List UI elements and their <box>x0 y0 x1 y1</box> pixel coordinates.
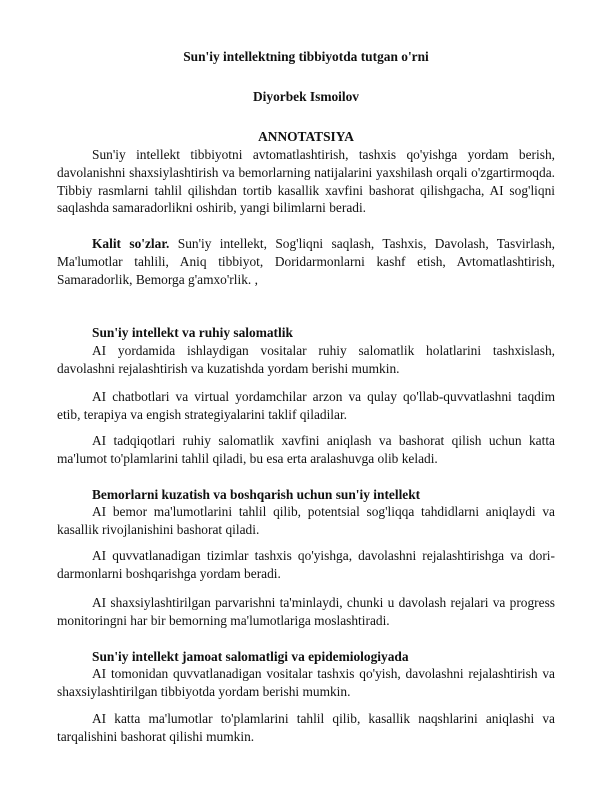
section-paragraph: AI bemor ma'lumotlarini tahlil qilib, potentsial sog'liqqa tahdidlarni aniqlaydi va kasallik rivojlanishini bashorat qiladi. <box>57 504 555 537</box>
section-paragraph: AI quvvatlanadigan tizimlar tashxis qo'yishga, davolashni rejalashtirishga va dori-darmonlarni boshqarishga yordam beradi. <box>57 548 555 581</box>
section-paragraph: AI katta ma'lumotlar to'plamlarini tahlil qilib, kasallik naqshlarini aniqlashi va tarqalishini bashorat qilishi mumkin. <box>57 711 555 744</box>
section-heading: Bemorlarni kuzatish va boshqarish uchun sun'iy intellekt <box>92 487 421 502</box>
paper-title: Sun'iy intellektning tibbiyotda tutgan o'rni <box>183 49 429 64</box>
section-paragraph: AI tomonidan quvvatlanadigan vositalar tashxis qo'yish, davolashni rejalashtirish va shaxsiylashtirilgan tibbiyotda yordam berishi mumkin. <box>57 666 555 699</box>
keywords-paragraph <box>57 235 555 288</box>
section-heading: Sun'iy intellekt jamoat salomatligi va epidemiologiyada <box>92 649 409 664</box>
section-heading: Sun'iy intellekt va ruhiy salomatlik <box>92 325 293 340</box>
keywords-label: Kalit so'zlar. <box>92 236 170 251</box>
abstract-paragraph: Sun'iy intellekt tibbiyotni avtomatlashtirish, tashxis qo'yishga yordam berish, davolanishni shaxsiylashtirish va bemorlarning natijalarini yaxshilash orqali o'zgartirmoqda. Tibbiy rasmlarni tahlil qilishdan tortib kasallik xavfini bashorat qilishgacha, AI sog'liqni saqlashda samaradorlikni oshirib, yangi bilimlarni beradi. <box>57 147 555 216</box>
keywords-text: Sun'iy intellekt, Sog'liqni saqlash, Tashxis, Davolash, Tasvirlash, Ma'lumotlar tahlili, Aniq tibbiyot, Doridarmonlarni kashf etish, Avtomatlashtirish, Samaradorlik, Bemorga g'amxo'rlik. , <box>57 236 555 287</box>
section-paragraph: AI tadqiqotlari ruhiy salomatlik xavfini aniqlash va bashorat qilish uchun katta ma'lumot to'plamlarini tahlil qiladi, bu esa erta aralashuvga olib keladi. <box>57 433 555 466</box>
annotation-heading: ANNOTATSIYA <box>258 129 354 144</box>
section-paragraph: AI chatbotlari va virtual yordamchilar arzon va qulay qo'llab-quvvatlashni taqdim etib, terapiya va engish strategiyalarini taklif qiladilar. <box>57 389 555 422</box>
section-paragraph: AI shaxsiylashtirilgan parvarishni ta'minlaydi, chunki u davolash rejalari va progress monitoringni har bir bemorning ma'lumotlariga moslashtiradi. <box>57 595 555 628</box>
section-paragraph: AI yordamida ishlaydigan vositalar ruhiy salomatlik holatlarini tashxislash, davolashni rejalashtirish va kuzatishda yordam berishi mumkin. <box>57 343 555 376</box>
author-name: Diyorbek Ismoilov <box>252 89 359 104</box>
